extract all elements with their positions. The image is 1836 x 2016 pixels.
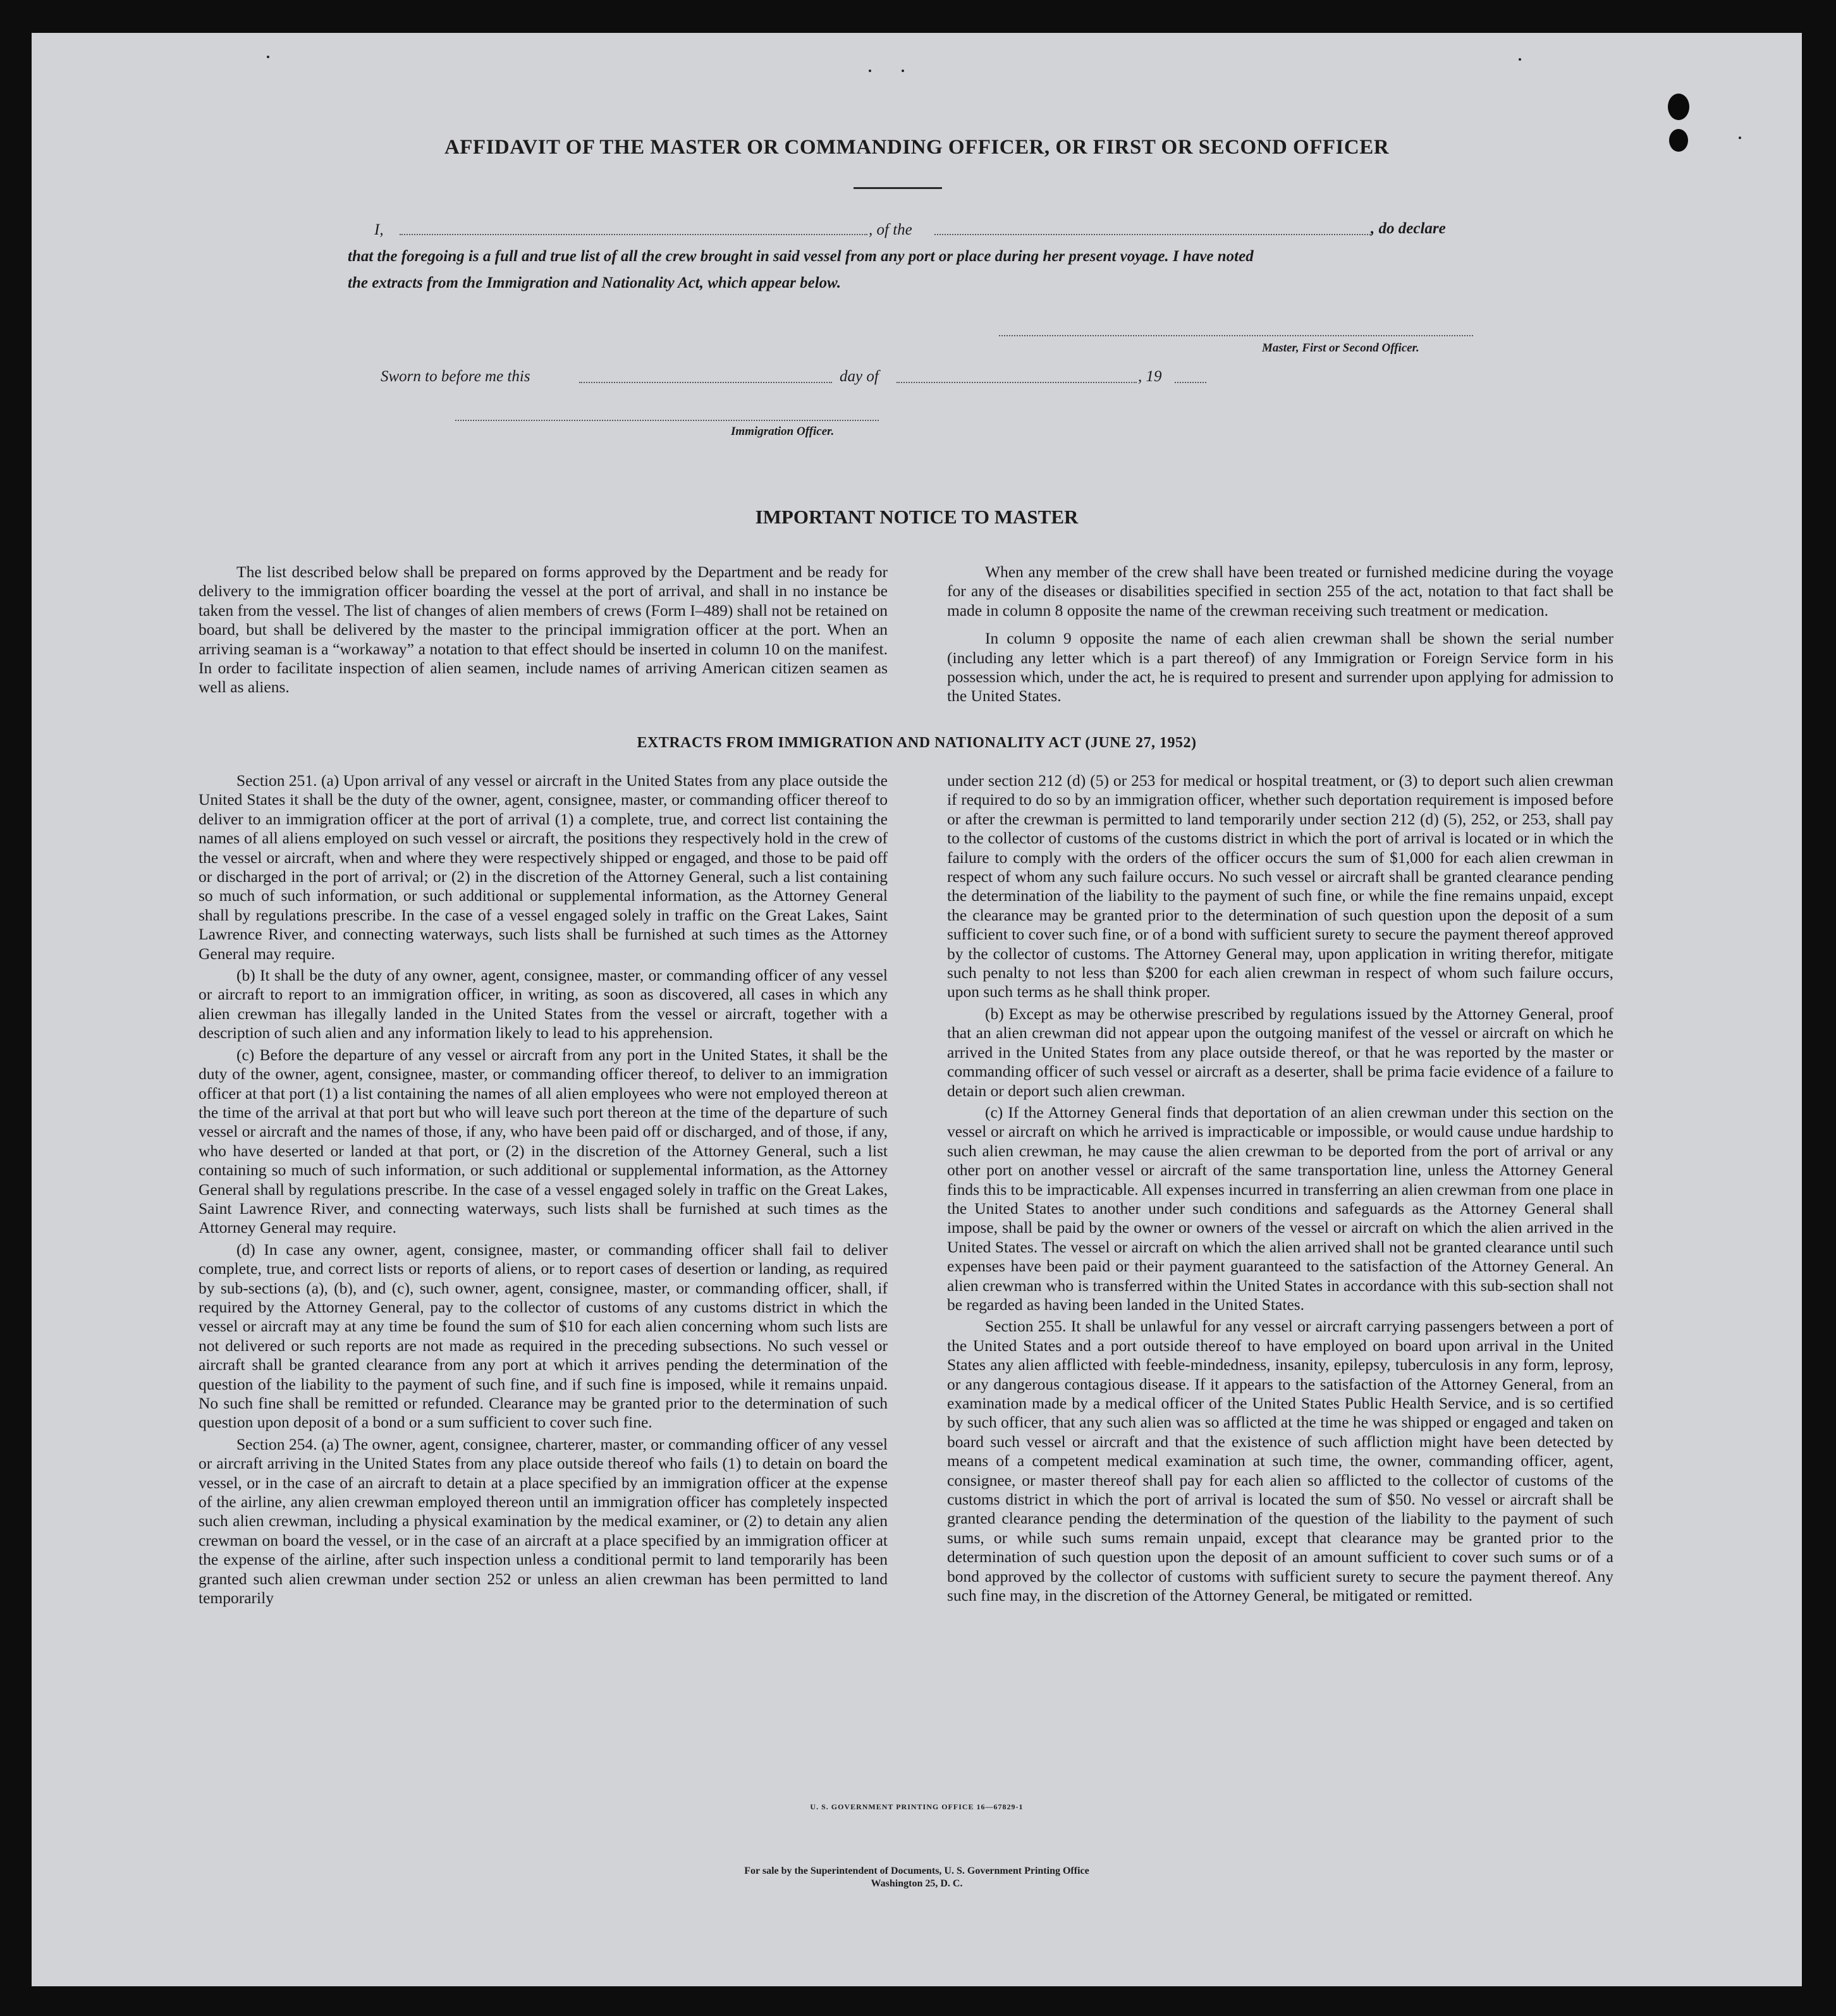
notice-right-paragraph-2: In column 9 opposite the name of each alien crewman shall be shown the serial number (including any letter which is a part thereof) of any Immigration or Foreign Service form in his possession which, under the act, he is required to present and surrender upon applying for admission to the United States. — [947, 629, 1613, 706]
sworn-day-of: day of — [840, 368, 879, 385]
master-signature-label: Master, First or Second Officer. — [1262, 341, 1419, 355]
section-254a-continued: under section 212 (d) (5) or 253 for medical or hospital treatment, or (3) to deport such alien crewman if required to do so by an immigration officer, whether such deportation requirement is imposed before or after the crewman is permitted to land temporarily under section 212 (d) (5), 252, or 253, shall pay to the collector of customs of the customs district in which the port of arrival is located or in which the failure to comply with the orders of the officer occurs the sum of $1,000 for each alien crewman in respect of whom any such failure occurs. No such vessel or aircraft shall be granted clearance pending the determination of the liability to the payment of such fine, or while the fine remains unpaid, except the clearance may be granted prior to the determination of such question upon the deposit of a sum sufficient to cover such fine, or of a bond with sufficient surety to secure the payment thereof approved by the collector of customs. The Attorney General may, upon application in writing therefor, mitigate such penalty to not less than $200 for each alien crewman in respect of whom such failure occurs, upon such terms as he shall think proper. — [947, 771, 1613, 1001]
notice-left-column — [199, 563, 888, 700]
notice-right-paragraph-1: When any member of the crew shall have been treated or furnished medicine during the voyage for any of the diseases or disabilities specified in section 255 of the act, notation to that fact shall be made in column 8 opposite the name of the crewman receiving such treatment or medication. — [947, 563, 1613, 620]
sworn-prefix: Sworn to before me this — [381, 368, 530, 385]
ink-blot-top — [1668, 94, 1689, 120]
declare-end: , do declare — [1371, 220, 1446, 237]
declare-of-the: , of the — [869, 221, 912, 238]
vessel-name-field[interactable] — [934, 234, 1371, 235]
section-251d: (d) In case any owner, agent, consignee, master, or commanding officer shall fail to deliver complete, true, and correct lists or reports of aliens, or to report cases of desertion or landing, as required by sub-sections (a), (b), and (c), such owner, agent, consignee, master, or commanding officer, shall, if required by the Attorney General, pay to the collector of customs of any customs district in which the vessel or aircraft may at any time be found the sum of $10 for each alien concerning whom such lists are not delivered or such reports are not made as required in the preceding subsections. No such vessel or aircraft shall be granted clearance from any port at which it arrives pending the determination of the question of the liability to the payment of such fine, and if such fine is imposed, while it remains unpaid. No such fine shall be remitted or refunded. Clearance may be granted prior to the determination of such question upon deposit of a bond or a sum sufficient to cover such fine. — [199, 1240, 888, 1432]
sworn-day-field[interactable] — [579, 382, 832, 383]
section-251b: (b) It shall be the duty of any owner, agent, consignee, master, or commanding officer of any vessel or aircraft to report to an immigration officer, in writing, as soon as discovered, all cases in which any alien crewman has illegally landed in the United States from the vessel or aircraft, together with a description of such alien and any information likely to lead to his apprehension. — [199, 966, 888, 1042]
speck — [869, 70, 871, 72]
extracts-left-column — [199, 771, 888, 1610]
sworn-year-field[interactable] — [1175, 382, 1206, 383]
section-254c: (c) If the Attorney General finds that deportation of an alien crewman under this section on the vessel or aircraft on which he arrived is impracticable or impossible, or would cause undue hardship to such alien crewman, he may cause the alien crewman to be deported from the port of arrival or any other port on another vessel or aircraft of the same transportation line, unless the Attorney General finds this to be impracticable. All expenses incurred in transferring an alien crewman from one place in the United States to another under such conditions and safeguards as the Attorney General shall impose, shall be paid by the owner or owners of the vessel or aircraft on which the alien arrived in the United States. The vessel or aircraft on which the alien arrived shall not be granted clearance until such expenses have been paid or their payment guaranteed to the satisfaction of the Attorney General. An alien crewman who is transferred within the United States in accordance with this sub-section shall not be regarded as having been landed in the United States. — [947, 1103, 1613, 1314]
master-signature-field[interactable] — [999, 335, 1473, 336]
declaration-line-3: the extracts from the Immigration and Nationality Act, which appear below. — [348, 274, 842, 291]
section-254b: (b) Except as may be otherwise prescribed by regulations issued by the Attorney General, proof that an alien crewman did not appear upon the outgoing manifest of the vessel or aircraft on which he arrived in the United States from any place outside thereof, or that he was reported by the master or commanding officer of such vessel or aircraft as a deserter, shall be prima facie evidence of a failure to detain or deport such alien crewman. — [947, 1004, 1613, 1100]
speck — [267, 56, 269, 58]
officer-signature-field[interactable] — [455, 420, 879, 421]
sworn-year-prefix: , 19 — [1138, 368, 1162, 385]
title-underline — [854, 187, 942, 189]
declaration-line-2: that the foregoing is a full and true list of all the crew brought in said vessel from any port or place during her present voyage. I have noted — [348, 248, 1254, 265]
section-255: Section 255. It shall be unlawful for any vessel or aircraft carrying passengers between a port of the United States and a port outside thereof to have employed on board upon arrival in the United States any alien afflicted with feeble-mindedness, insanity, epilepsy, tuberculosis in any form, leprosy, or any dangerous contagious disease. If it appears to the satisfaction of the Attorney General, from an examination made by a medical officer of the United States Public Health Service, and is so certified by such officer, that any such alien was so afflicted at the time he was shipped or engaged and taken on board such vessel or aircraft and that the existence of such affliction might have been detected by means of a competent medical examination at such time, the owner, commanding officer, agent, consignee, or master thereof shall pay for each alien so afflicted to the collector of customs of the customs district in which the port of arrival is located the sum of $50. No vessel or aircraft shall be granted clearance pending the determination of the question of the liability to the payment of such sums, or while such sums remain unpaid, except that clearance may be granted prior to the determination of such question upon the deposit of an amount sufficient to cover such sums or of a bond approved by the collector of customs with sufficient surety to secure the payment thereof. Any such fine may, in the discretion of the Attorney General, be mitigated or remitted. — [947, 1317, 1613, 1605]
section-254a: Section 254. (a) The owner, agent, consignee, charterer, master, or commanding officer of any vessel or aircraft arriving in the United States from any place outside thereof who fails (1) to detain on board the vessel, or in the case of an aircraft to detain at a place specified by an immigration officer at the expense of the airline, any alien crewman employed thereon until an immigration officer has completely inspected such alien crewman, including a physical examination by the medical examiner, or (2) to detain any alien crewman on board the vessel, or in the case of an aircraft at a place specified by an immigration officer at the expense of the airline, after such inspection unless a conditional permit to land temporarily has been granted such alien crewman under section 252 or unless an alien crewman has been permitted to land temporarily — [199, 1434, 888, 1608]
sale-notice — [32, 1865, 1802, 1890]
section-251a: Section 251. (a) Upon arrival of any vessel or aircraft in the United States from any place outside the United States it shall be the duty of the owner, agent, consignee, master, or commanding officer thereof to deliver to an immigration officer at the port of arrival (1) a complete, true, and correct list containing the names of all aliens employed on such vessel or aircraft, the positions they respectively hold in the crew of the vessel or aircraft, when and where they were respectively shipped or engaged, and those to be paid off or discharged in the port of arrival; or (2) in the discretion of the Attorney General, such a list containing so much of such information, or such additional or supplemental information, as the Attorney General shall by regulations prescribe. In the case of a vessel engaged solely in traffic on the Great Lakes, Saint Lawrence River, and connecting waterways, such lists shall be furnished at such times as the Attorney General may require. — [199, 771, 888, 963]
notice-left-paragraph: The list described below shall be prepared on forms approved by the Department and be ready for delivery to the immigration officer boarding the vessel at the port of arrival, and shall in no instance be taken from the vessel. The list of changes of alien members of crews (Form I–489) shall not be retained on board, but shall be delivered by the master to the principal immigration officer at the port. When an arriving seaman is a “workaway” a notation to that effect should be inserted in column 10 on the manifest. In order to facilitate inspection of alien seamen, include names of arriving American citizen seamen as well as aliens. — [199, 563, 888, 697]
speck — [902, 70, 904, 72]
officer-signature-label: Immigration Officer. — [731, 425, 835, 438]
declare-i: I, — [374, 221, 384, 238]
sworn-month-field[interactable] — [897, 382, 1137, 383]
sale-notice-line-1: For sale by the Superintendent of Documents, U. S. Government Printing Office — [744, 1866, 1089, 1876]
speck — [1519, 58, 1521, 61]
document-page — [32, 33, 1802, 1986]
declarant-name-field[interactable] — [400, 234, 867, 235]
section-251c: (c) Before the departure of any vessel or aircraft from any port in the United States, it shall be the duty of the owner, agent, consignee, master, or commanding officer thereof, to deliver to an immigration officer at that port (1) a list containing the names of all alien employees who were not employed thereon at the time of the arrival at that port but who will leave such port thereon at the time of the departure of such vessel or aircraft and the names of those, if any, who have been paid off or discharged, and of those, if any, who have deserted or landed at that port, or (2) in the discretion of the Attorney General, such a list containing so much of such information, or such additional or supplemental information, as the Attorney General shall by regulations prescribe. In the case of a vessel engaged solely in traffic on the Great Lakes, Saint Lawrence River, and connecting waterways, such lists shall be furnished at such times as the Attorney General may require. — [199, 1045, 888, 1237]
extracts-right-column — [947, 771, 1613, 1608]
notice-right-column — [947, 563, 1613, 709]
printing-office-imprint: U. S. GOVERNMENT PRINTING OFFICE 16—67829-1 — [810, 1802, 1024, 1811]
sale-notice-line-2: Washington 25, D. C. — [871, 1878, 963, 1889]
extracts-title: EXTRACTS FROM IMMIGRATION AND NATIONALITY ACT (JUNE 27, 1952) — [637, 735, 1197, 751]
notice-title: IMPORTANT NOTICE TO MASTER — [755, 506, 1079, 528]
affidavit-title: AFFIDAVIT OF THE MASTER OR COMMANDING OFFICER, OR FIRST OR SECOND OFFICER — [444, 136, 1390, 159]
